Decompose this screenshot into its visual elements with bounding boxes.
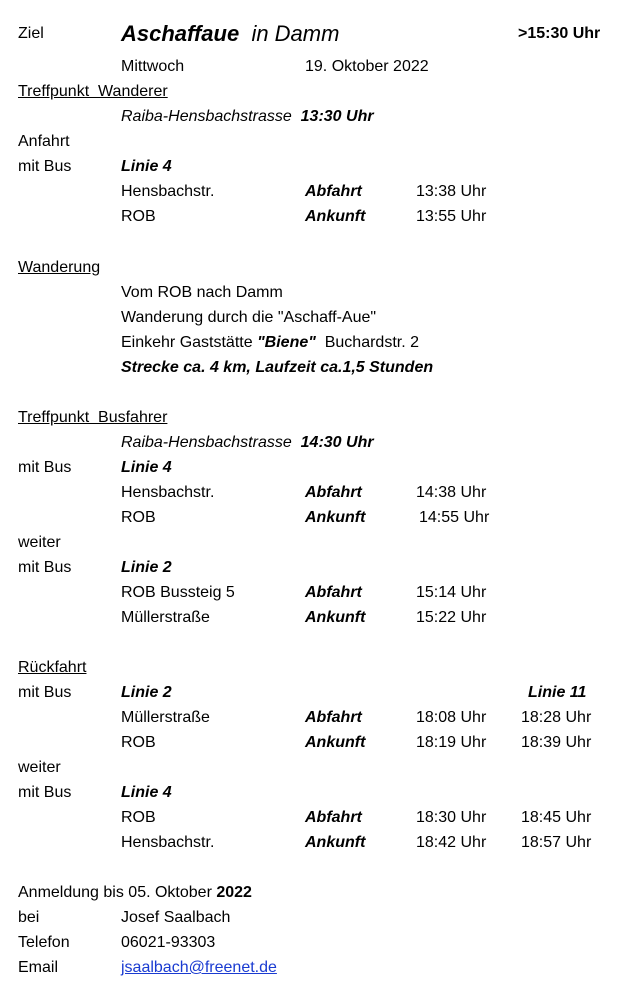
section-heading-wanderung: Wanderung — [18, 259, 101, 276]
email-label: Email — [18, 959, 59, 976]
stop-type: Abfahrt — [305, 183, 362, 200]
stop-time: 13:38 Uhr — [416, 183, 487, 200]
section-heading-rueckfahrt: Rückfahrt — [18, 659, 87, 676]
bus-label: mit Bus — [18, 158, 72, 175]
wanderung-line — [121, 333, 419, 353]
phone-number: 06021-93303 — [121, 934, 216, 951]
restaurant-address: Buchardstr. 2 — [324, 334, 419, 351]
email-link[interactable]: jsaalbach@freenet.de — [121, 959, 277, 976]
stop-name: Müllerstraße — [121, 709, 210, 726]
bus-label: mit Bus — [18, 684, 72, 701]
stop-time: 18:42 Uhr — [416, 834, 487, 851]
busfahrer-meeting — [121, 433, 374, 453]
ziel-label: Ziel — [18, 25, 44, 42]
stop-name: Hensbachstr. — [121, 484, 215, 501]
stop-name: ROB Bussteig 5 — [121, 584, 235, 601]
weiter-label: weiter — [18, 534, 61, 551]
stop-time: 14:38 Uhr — [416, 484, 487, 501]
stop-type: Ankunft — [305, 734, 366, 751]
route-info: Strecke ca. 4 km, Laufzeit ca.1,5 Stunden — [121, 359, 434, 376]
title-location: in Damm — [251, 21, 340, 46]
bus-line: Linie 4 — [121, 459, 172, 476]
registration-text: Anmeldung bis 05. Oktober — [18, 884, 212, 901]
anfahrt-label: Anfahrt — [18, 133, 70, 150]
stop-time: 14:55 Uhr — [419, 509, 490, 526]
section-heading-wanderer: Treffpunkt Wanderer — [18, 83, 168, 100]
stop-type: Abfahrt — [305, 584, 362, 601]
stop-type: Abfahrt — [305, 484, 362, 501]
bus-label: mit Bus — [18, 559, 72, 576]
stop-name: ROB — [121, 734, 156, 751]
stop-name: ROB — [121, 208, 156, 225]
stop-name: Hensbachstr. — [121, 834, 215, 851]
stop-time-alt: 18:39 Uhr — [521, 734, 592, 751]
stop-type: Ankunft — [305, 208, 366, 225]
stop-time: 15:22 Uhr — [416, 609, 487, 626]
stop-name: Hensbachstr. — [121, 183, 215, 200]
arrival-time: >15:30 Uhr — [518, 25, 601, 42]
wanderer-meeting — [121, 107, 374, 127]
bus-line: Linie 4 — [121, 784, 172, 801]
section-heading-busfahrer: Treffpunkt Busfahrer — [18, 409, 168, 426]
bei-label: bei — [18, 909, 40, 926]
stop-type: Ankunft — [305, 509, 366, 526]
busfahrer-meeting-place: Raiba-Hensbachstrasse — [121, 434, 292, 451]
bus-label: mit Bus — [18, 784, 72, 801]
stop-time-alt: 18:45 Uhr — [521, 809, 592, 826]
registration-deadline — [18, 883, 252, 903]
bus-line: Linie 4 — [121, 158, 172, 175]
stop-name: Müllerstraße — [121, 609, 210, 626]
registration-year: 2022 — [216, 884, 252, 901]
weekday: Mittwoch — [121, 58, 185, 75]
wanderer-meeting-place: Raiba-Hensbachstrasse — [121, 108, 292, 125]
wanderung-line: Wanderung durch die "Aschaff-Aue" — [121, 309, 377, 326]
stop-name: ROB — [121, 509, 156, 526]
busfahrer-meeting-time: 14:30 Uhr — [300, 434, 374, 451]
stop-time-alt: 18:57 Uhr — [521, 834, 592, 851]
stop-time-alt: 18:28 Uhr — [521, 709, 592, 726]
stop-time: 15:14 Uhr — [416, 584, 487, 601]
stop-type: Ankunft — [305, 834, 366, 851]
stop-time: 13:55 Uhr — [416, 208, 487, 225]
bus-label: mit Bus — [18, 459, 72, 476]
stop-time: 18:19 Uhr — [416, 734, 487, 751]
wanderer-meeting-time: 13:30 Uhr — [300, 108, 374, 125]
title-destination: Aschaffaue — [121, 21, 240, 46]
restaurant-name: "Biene" — [257, 334, 316, 351]
stop-time: 18:08 Uhr — [416, 709, 487, 726]
stop-name: ROB — [121, 809, 156, 826]
bus-line-alt: Linie 11 — [528, 684, 587, 701]
wanderung-line: Vom ROB nach Damm — [121, 284, 283, 301]
stop-type: Abfahrt — [305, 809, 362, 826]
stop-time: 18:30 Uhr — [416, 809, 487, 826]
bus-line: Linie 2 — [121, 559, 172, 576]
restaurant-label: Einkehr Gaststätte — [121, 334, 253, 351]
bus-line: Linie 2 — [121, 684, 172, 701]
page-title — [121, 21, 339, 47]
weiter-label: weiter — [18, 759, 61, 776]
contact-name: Josef Saalbach — [121, 909, 231, 926]
stop-type: Abfahrt — [305, 709, 362, 726]
stop-type: Ankunft — [305, 609, 366, 626]
telefon-label: Telefon — [18, 934, 70, 951]
date: 19. Oktober 2022 — [305, 58, 429, 75]
